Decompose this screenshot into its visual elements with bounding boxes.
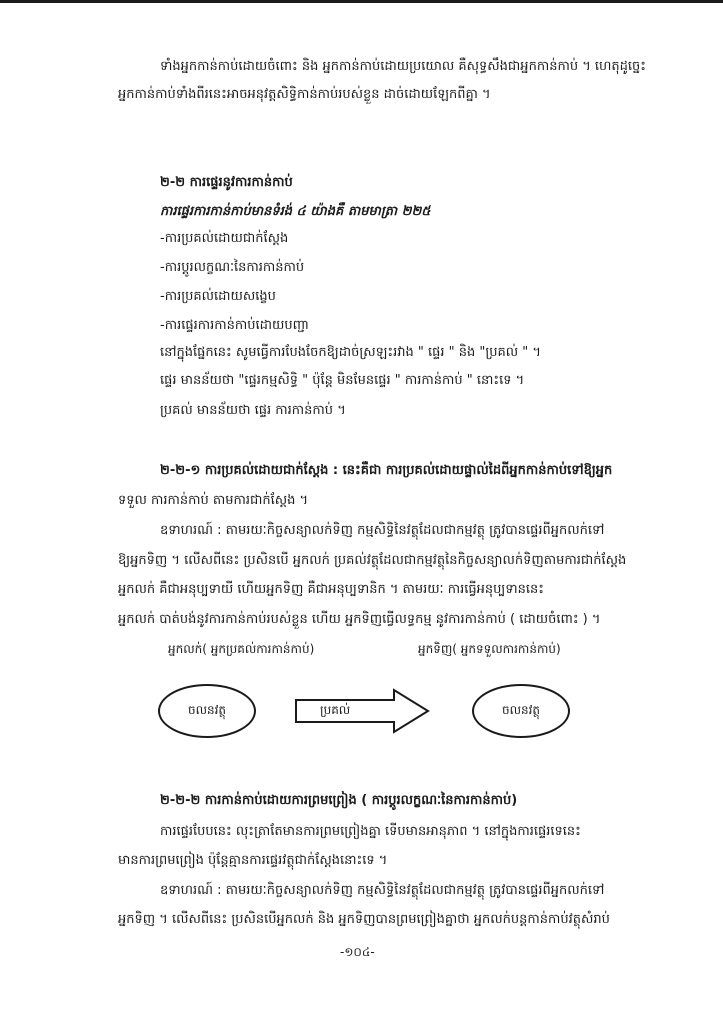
movable-property-node-left: [158, 684, 256, 738]
paragraph-line: ឱ្យអ្នកទិញ ។ លើសពីនេះ ប្រសិនបើ អ្នកលក់ ប្រគល់វត្ថុដែលជាកម្មវត្ថុនៃកិច្ចសន្យាលក់ទិញតាមការជាក់ស្ដែង: [118, 553, 627, 568]
paragraph-line: ទាំងអ្នកកាន់កាប់ដោយចំពោះ និង អ្នកកាន់កាប់ដោយប្រយោល គឺសុទ្ធសឹងជាអ្នកកាន់កាប់ ។ ហេតុដូច្នេះ: [160, 59, 647, 74]
node-label: ចលនវត្ថុ: [187, 703, 227, 717]
paragraph-line: ឧទាហរណ៍ : តាមរយៈកិច្ចសន្យាលក់ទិញ កម្មសិទ្ធិនៃវត្ថុដែលជាកម្មវត្ថុ ត្រូវបានផ្ទេរពីអ្នកលក់ទៅ: [160, 883, 605, 898]
list-item: -ការប្ដូរលក្ខណៈនៃការកាន់កាប់: [160, 260, 305, 275]
paragraph-line: អ្នកលក់ គឺជាអនុប្បទាយី ហើយអ្នកទិញ គឺជាអនុប្បទានិក ។ តាមរយៈ ការធ្វើអនុប្បទាននេះ: [118, 582, 544, 597]
paragraph-line: ទទួល ការកាន់កាប់ តាមការជាក់ស្ដែង ។: [118, 493, 309, 508]
paragraph-line: មានការព្រមព្រៀង ប៉ុន្តែគ្មានការផ្ទេរវត្ថុជាក់ស្ដែងនោះទេ ។: [118, 853, 388, 868]
section-heading: ២-២-២ ការកាន់កាប់ដោយការព្រមព្រៀង ( ការប្ដូរលក្ខណៈនៃការកាន់កាប់): [160, 793, 518, 808]
top-border-line: [0, 0, 723, 3]
list-item: -ការប្រគល់ដោយជាក់ស្ដែង: [160, 231, 289, 246]
node-label: ចលនវត្ថុ: [501, 703, 541, 717]
paragraph-line: អ្នកកាន់កាប់ទាំងពីរនេះអាចអនុវត្តសិទ្ធិកាន់កាប់របស់ខ្លួន ដាច់ដោយឡែកពីគ្នា ។: [118, 87, 491, 102]
paragraph-line: ប្រគល់ មានន័យថា ផ្ទេរ ការកាន់កាប់ ។: [160, 403, 346, 418]
list-item: -ការផ្ទេរការកាន់កាប់ដោយបញ្ជា: [160, 318, 309, 333]
transfer-arrow-icon: [294, 688, 430, 734]
buyer-label: អ្នកទិញ( អ្នកទទួលការកាន់កាប់): [418, 642, 561, 656]
section-heading: ២-២-១ ការប្រគល់ដោយជាក់ស្ដែង : នេះគឺជា ការប្រគល់ដោយផ្ទាល់ដៃពីអ្នកកាន់កាប់ទៅឱ្យអ្នក: [160, 463, 613, 478]
paragraph-line: ឧទាហរណ៍ : តាមរយៈកិច្ចសន្យាលក់ទិញ កម្មសិទ្ធិនៃវត្ថុដែលជាកម្មវត្ថុ ត្រូវបានផ្ទេរពីអ្នកលក់ទៅ: [160, 523, 605, 538]
seller-label: អ្នកលក់( អ្នកប្រគល់ការកាន់កាប់): [168, 642, 315, 656]
arrow-label: ប្រគល់: [320, 703, 351, 717]
paragraph-line: ការផ្ទេរបែបនេះ លុះត្រាតែមានការព្រមព្រៀងគ្នា ទើបមានអានុភាព ។ នៅក្នុងការផ្ទេរទេនេះ: [160, 824, 581, 839]
paragraph-line: ផ្ទេរ មានន័យថា "ផ្ទេរកម្មសិទ្ធិ " ប៉ុន្តែ មិនមែនផ្ទេរ " ការកាន់កាប់ " នោះទេ ។: [160, 373, 525, 388]
paragraph-line: នៅក្នុងផ្នែកនេះ សូមធ្វើការបែងចែកឱ្យដាច់ស្រឡះរវាង " ផ្ទេរ " និង "ប្រគល់ " ។: [160, 345, 541, 360]
paragraph-line: អ្នកទិញ ។ លើសពីនេះ ប្រសិនបើអ្នកលក់ និង អ្នកទិញបានព្រមព្រៀងគ្នាថា អ្នកលក់បន្តកាន់កាប់វត្ថុសំរាប់: [118, 912, 610, 927]
subheading: ការផ្ទេរការកាន់កាប់មានទំរង់ ៤ យ៉ាងគឺ តាមមាត្រា ២២៥: [160, 204, 431, 219]
movable-property-node-right: [472, 684, 570, 738]
paragraph-line: អ្នកលក់ បាត់បង់នូវការកាន់កាប់របស់ខ្លួន ហើយ អ្នកទិញធ្វើលទ្ធកម្ម នូវការកាន់កាប់ ( ដោយចំពោះ ) ។: [118, 612, 601, 627]
list-item: -ការប្រគល់ដោយសង្ខេប: [160, 289, 276, 304]
section-heading: ២-២ ការផ្ទេរនូវការកាន់កាប់: [160, 175, 293, 190]
page-number: -១០៤-: [340, 945, 375, 959]
